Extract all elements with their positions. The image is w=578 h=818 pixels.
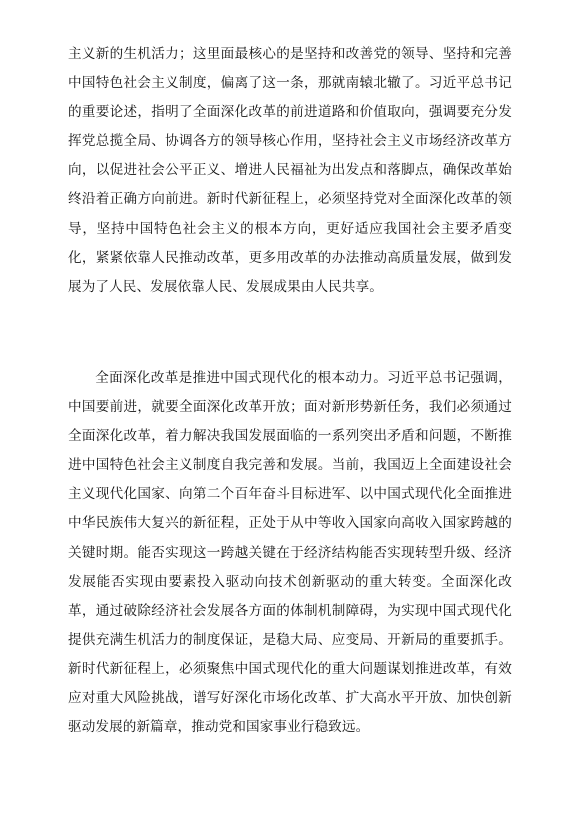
paragraph-reform-driving-force: 全面深化改革是推进中国式现代化的根本动力。习近平总书记强调，中国要前进，就要全面深化改革开放；面对新形势新任务，我们必须通过全面深化改革，着力解决我国发展面临的一系列突出矛盾和问题，不断推进中国特色社会主义制度自我完善和发展。当前，我国迈上全面建设社会主义现代化国家、向第二个百年奋斗目标进军、以中国式现代化全面推进中华民族伟大复兴的新征程，正处于从中等收入国家向高收入国家跨越的关键时期。能否实现这一跨越关键在于经济结构能否实现转型升级、经济发展能否实现由要素投入驱动向技术创新驱动的重大转变。全面深化改革，通过破除经济社会发展各方面的体制机制障碍，为实现中国式现代化提供充满生机活力的制度保证，是稳大局、应变局、开新局的重要抓手。新时代新征程上，必须聚焦中国式现代化的重大问题谋划推进改革，有效应对重大风险挑战，谱写好深化市场化改革、扩大高水平开放、加快创新驱动发展的新篇章，推动党和国家事业行稳致远。 xyxy=(68,370,512,736)
paragraph-continued: 主义新的生机活力；这里面最核心的是坚持和改善党的领导、坚持和完善中国特色社会主义制度，偏离了这一条，那就南辕北辙了。习近平总书记的重要论述，指明了全面深化改革的前进道路和价值取向，强调要充分发挥党总揽全局、协调各方的领导核心作用，坚持社会主义市场经济改革方向，以促进社会公平正义、增进人民福祉为出发点和落脚点，确保改革始终沿着正确方向前进。新时代新征程上，必须坚持党对全面深化改革的领导，坚持中国特色社会主义的根本方向，更好适应我国社会主要矛盾变化，紧紧依靠人民推动改革，更多用改革的办法推动高质量发展，做到发展为了人民、发展依靠人民、发展成果由人民共享。 xyxy=(68,46,512,295)
